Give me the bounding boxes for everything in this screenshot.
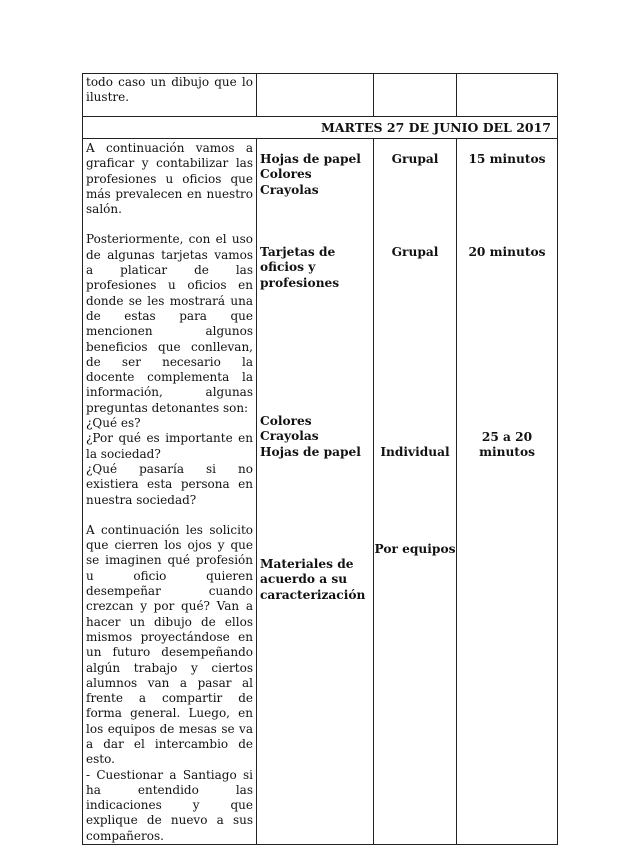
date-header: MARTES 27 DE JUNIO DEL 2017 [83,117,558,139]
question: ¿Qué es? [86,416,141,431]
materials-item: Materiales de acuerdo a su caracterización [260,557,366,602]
organization-label: Por equipos [374,542,456,556]
time-label: 20 minutos [468,245,546,259]
organization-label: Grupal [391,245,439,259]
time-label: 15 minutos [468,152,546,166]
table-row [83,74,558,117]
organization-label: Grupal [391,152,439,166]
materials-item: Tarjetas de oficios y profesiones [260,245,340,290]
time-cell [457,74,558,117]
time-cell [457,139,558,845]
organization-cell [374,74,457,117]
organization-cell [374,139,457,845]
activity-text: todo caso un dibujo que lo ilustre. [86,75,253,105]
activity-paragraph: Posteriormente, con el uso de algunas tarjetas vamos a platicar de las profesiones u oficios en donde se les mostrará una de estas para que mencionen algunos beneficios que conllevan, de ser necesario la docente complementa la información, algunas preguntas detonantes son: [86,232,253,415]
organization-label: Individual [380,445,450,459]
lesson-plan-table [82,73,558,845]
materials-item: Colores Crayolas Hojas de papel [260,414,361,459]
activity-cell [83,139,257,845]
question: ¿Qué pasaría si no existiera esta persona en nuestra sociedad? [86,461,253,507]
date-row [83,117,558,139]
activity-text [83,139,256,844]
materials-item: Hojas de papel Colores Crayolas [260,152,361,197]
materials-cell [257,74,374,117]
activity-paragraph: A continuación les solicito que cierren los ojos y que se imaginen qué profesión u oficio quieren desempeñar cuando crezcan y por qué? Van a hacer un dibujo de ellos mismos proyectándose en un futuro desempeñando algún trabajo y ciertos alumnos van a pasar al frente a compartir de forma general. Luego, en los equipos de mesas se va a dar el intercambio de esto. [86,522,253,767]
materials-cell [257,139,374,845]
activity-paragraph: A continuación vamos a graficar y contabilizar las profesiones u oficios que más prevalecen en nuestro salón. [86,141,253,217]
table-row [83,139,558,845]
activity-paragraph: - Cuestionar a Santiago si ha entendido las indicaciones y que explique de nuevo a sus compañeros. [86,767,253,843]
question: ¿Por qué es importante en la sociedad? [86,431,253,461]
activity-cell [83,74,257,117]
time-label: 25 a 20 minutos [479,430,535,460]
